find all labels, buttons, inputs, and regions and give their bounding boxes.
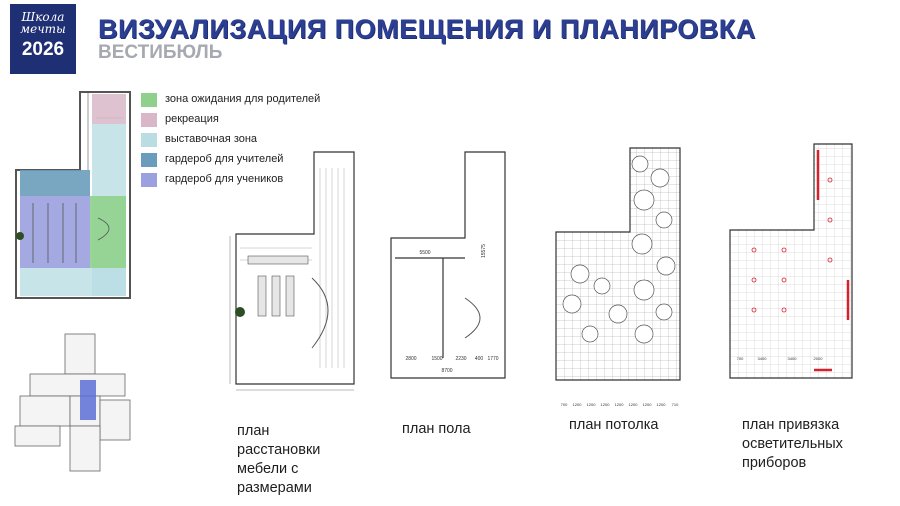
legend-label: выставочная зона (165, 133, 258, 145)
key-plan (10, 330, 140, 480)
dim-ceiling-4: 1200 (600, 402, 610, 407)
dim-lighting-3: 3400 (787, 356, 797, 361)
dim-floor-bottom-1: 2800 (405, 356, 417, 362)
furniture-plan (226, 148, 366, 398)
dim-floor-bottom-3: 2230 (455, 356, 467, 362)
dim-ceiling-2: 1200 (572, 402, 582, 407)
zone-students-wardrobe (20, 196, 90, 268)
legend-label: рекреация (165, 113, 219, 125)
legend-swatch (141, 133, 157, 147)
caption-floor-plan: план пола (402, 421, 471, 437)
dim-ceiling-5: 1200 (614, 402, 624, 407)
school-logo (10, 4, 76, 74)
legend-swatch (141, 153, 157, 167)
dim-ceiling-3: 1200 (586, 402, 596, 407)
dim-ceiling-7: 1200 (642, 402, 652, 407)
logo-year: 2026 (21, 39, 65, 60)
legend-label: гардероб для учеников (165, 173, 284, 185)
caption-ceiling-plan: план потолка (569, 417, 659, 433)
dim-lighting-4: 2000 (813, 356, 823, 361)
caption-furniture-plan: план расстановки мебели с размерами (237, 423, 321, 496)
zone-exhibition-lower (20, 268, 126, 296)
caption-lighting-plan: план привязка осветительных приборов (742, 417, 843, 471)
floor-plan (385, 148, 523, 388)
dim-ceiling-8: 1200 (656, 402, 666, 407)
dim-ceiling-6: 1200 (628, 402, 638, 407)
dim-floor-bottom-2: 1500 (431, 356, 443, 362)
zone-recreation (92, 94, 126, 124)
legend-swatch (141, 173, 157, 187)
dim-ceiling-9: 710 (671, 402, 679, 407)
legend-label: зона ожидания для родителей (165, 93, 321, 105)
dim-floor-vertical: 15575 (481, 244, 487, 258)
zone-teachers-wardrobe (20, 170, 90, 196)
logo-line-2: мечты (20, 22, 66, 36)
legend-swatch (141, 93, 157, 107)
legend-label: гардероб для учителей (165, 153, 284, 165)
lighting-plan (714, 140, 864, 390)
dim-ceiling-1: 700 (560, 402, 568, 407)
page-title: ВИЗУАЛИЗАЦИЯ ПОМЕЩЕНИЯ И ПЛАНИРОВКА (98, 14, 756, 44)
zoning-plan (8, 88, 138, 308)
dim-floor-bottom-5: 1770 (487, 356, 499, 362)
dim-lighting-1: 700 (736, 356, 744, 361)
logo-line-1: Школа (21, 10, 65, 24)
page-subtitle: ВЕСТИБЮЛЬ (98, 42, 223, 63)
dim-lighting-2: 3400 (757, 356, 767, 361)
key-plan-highlight (80, 380, 96, 420)
dim-floor-top: 5500 (419, 250, 431, 256)
plant-icon (235, 307, 245, 317)
dim-floor-bottom-4: 400 (474, 356, 484, 362)
dim-floor-total: 8700 (441, 368, 453, 374)
legend-swatch (141, 113, 157, 127)
ceiling-plan (540, 144, 705, 414)
